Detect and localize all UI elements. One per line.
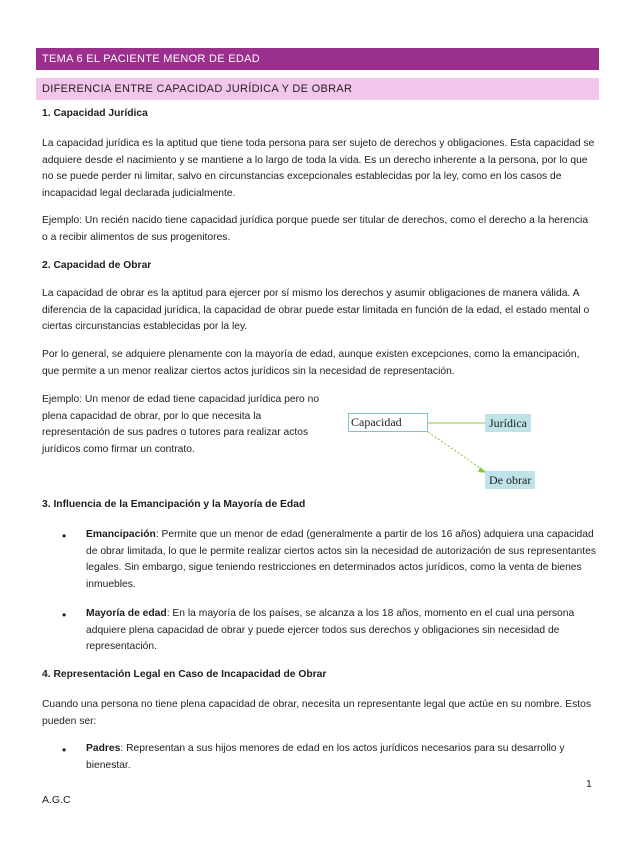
section-3-title: 3. Influencia de la Emancipación y la Mayoría de Edad	[42, 499, 306, 510]
bullet-padres	[86, 741, 596, 774]
bullet-text: : Permite que un menor de edad (generalmente a partir de los 16 años) adquiera una capacidad de obrar limitada, lo que le permite realizar ciertos actos sin la necesidad de autorización de sus representantes legales. Sin embargo, sigue teniendo restricciones en determinados actos jurídicos, como la venta de bienes inmuebles.	[86, 529, 596, 590]
bullet-mayoria-de-edad	[86, 606, 596, 656]
topic-header: TEMA 6 EL PACIENTE MENOR DE EDAD	[36, 48, 599, 70]
section-2-title: 2. Capacidad de Obrar	[42, 260, 152, 271]
section-4-paragraph-1: Cuando una persona no tiene plena capacidad de obrar, necesita un representante legal que actúe en su nombre. Estos pueden ser:	[42, 699, 591, 727]
section-2-paragraph-1: La capacidad de obrar es la aptitud para ejercer por sí mismo los derechos y asumir obligaciones de manera válida. A diferencia de la capacidad jurídica, la capacidad de obrar puede estar limitada en función de la edad, el estado mental o ciertas circunstancias establecidas por la ley.	[42, 288, 590, 332]
section-2-example: Ejemplo: Un menor de edad tiene capacidad jurídica pero no plena capacidad de obrar, por lo que necesita la representación de sus padres o tutores para realizar actos jurídicos como firmar un contrato.	[42, 394, 320, 455]
subtopic-header: DIFERENCIA ENTRE CAPACIDAD JURÍDICA Y DE OBRAR	[36, 78, 599, 100]
diagram-node-de-obrar: De obrar	[485, 471, 535, 489]
bullet-text: : En la mayoría de los países, se alcanza a los 18 años, momento en el cual una persona adquiere plena capacidad de obrar y puede ejercer todos sus derechos y obligaciones sin necesidad de representación.	[86, 608, 575, 652]
bullet-term: Mayoría de edad	[86, 608, 167, 619]
bullet-icon: •	[62, 529, 67, 543]
section-4-title: 4. Representación Legal en Caso de Incapacidad de Obrar	[42, 669, 327, 680]
section-1-title: 1. Capacidad Jurídica	[42, 108, 148, 119]
section-1-paragraph-1: La capacidad jurídica es la aptitud que tiene toda persona para ser sujeto de derechos y obligaciones. Esta capacidad se adquiere desde el nacimiento y se mantiene a lo largo de toda la vida. Es un derecho inherente a la persona, por lo que no se puede perder ni limitar, salvo en circunstancias excepcionales establecidas por la ley, como en los casos de incapacidad legal declarada judicialmente.	[42, 138, 595, 199]
footer-initials: A.G.C	[42, 794, 71, 806]
bullet-emancipacion	[86, 527, 596, 593]
section-1-example: Ejemplo: Un recién nacido tiene capacidad jurídica porque puede ser titular de derechos, como el derecho a la herencia o a recibir alimentos de sus progenitores.	[42, 215, 589, 243]
diagram-node-capacidad: Capacidad	[348, 413, 428, 432]
diagram-node-juridica: Jurídica	[485, 414, 531, 432]
bullet-icon: •	[62, 608, 67, 622]
bullet-text: : Representan a sus hijos menores de edad en los actos jurídicos necesarios para su desarrollo y bienestar.	[86, 743, 565, 771]
page-number: 1	[586, 778, 592, 790]
section-2-paragraph-2: Por lo general, se adquiere plenamente con la mayoría de edad, aunque existen excepciones, como la emancipación, que permite a un menor realizar ciertos actos jurídicos sin la necesidad de representación.	[42, 349, 580, 377]
bullet-icon: •	[62, 743, 67, 757]
bullet-term: Emancipación	[86, 529, 156, 540]
connector-de-obrar	[428, 432, 486, 472]
bullet-term: Padres	[86, 743, 121, 754]
